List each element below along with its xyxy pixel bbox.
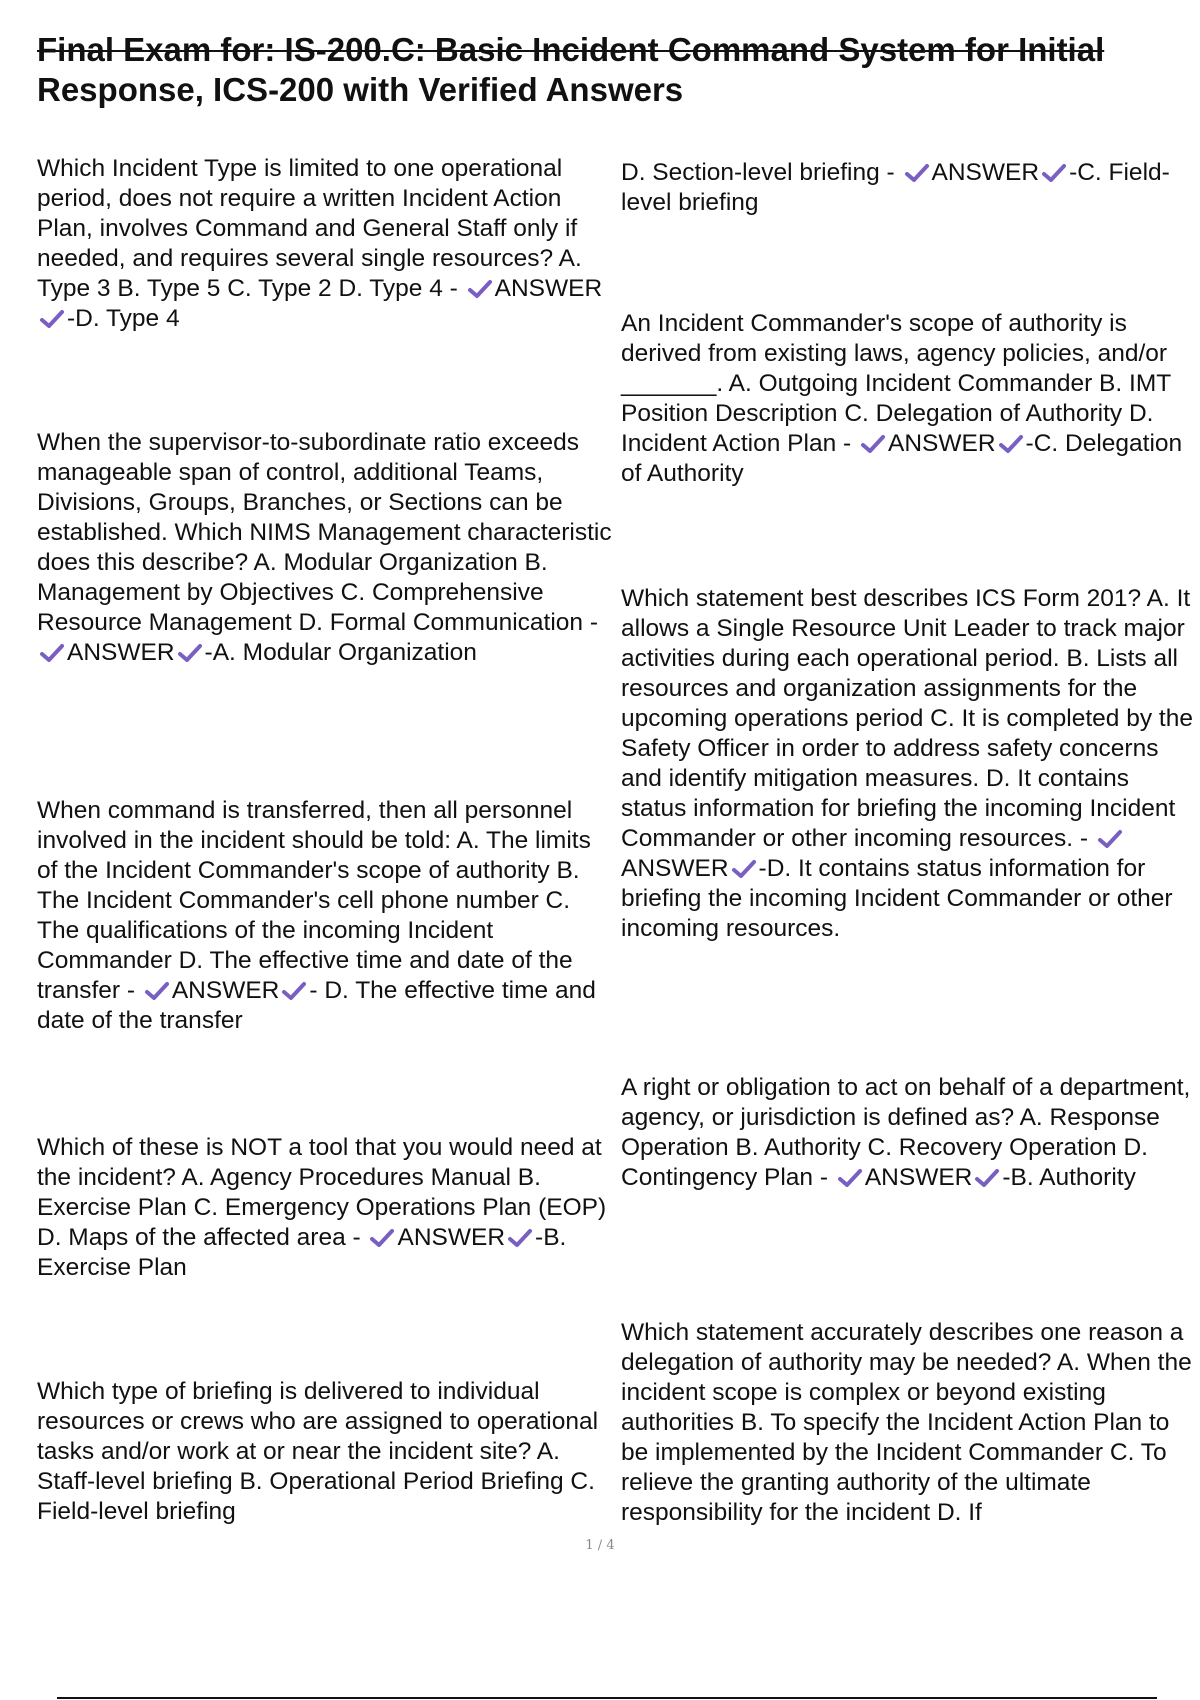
- answer-label: ANSWER: [864, 1164, 973, 1191]
- question-text: Which type of briefing is delivered to individual resources or crews who are assigned to operational tasks and/or work at or near the incident site? A. Staff-level briefing B. Operational Period Briefing C. Field-level briefing: [37, 1378, 599, 1525]
- answer-label: ANSWER: [67, 639, 175, 666]
- question-text: An Incident Commander's scope of authority is derived from existing laws, agency policies, and/or _______. A. Outgoing Incident Commander B. IMT Position Description C. Delegation of Authority D. Incident Action Plan -: [621, 310, 1171, 457]
- checkmark-icon: [281, 981, 307, 1001]
- checkmark-icon: [177, 643, 203, 663]
- question-text: A right or obligation to act on behalf of a department, agency, or jurisdiction is defined as? A. Response Operation B. Authority C. Recovery Operation D. Contingency Plan -: [621, 1074, 1191, 1191]
- question-text: Which statement accurately describes one reason a delegation of authority may be needed? A. When the incident scope is complex or beyond existing authorities B. To specify the Incident Action Plan to be implemented by the Incident Commander C. To relieve the granting authority of the ultimate responsibility for the incident D. If: [621, 1319, 1192, 1526]
- answer-text: -D. It contains status information for briefing the incoming Incident Commander or other incoming resources.: [621, 855, 1173, 942]
- answer-text: - D. The effective time and date of the transfer: [37, 977, 596, 1034]
- qa-item: [37, 796, 612, 1036]
- qa-item: [37, 1377, 612, 1527]
- answer-text: -C. Delegation of Authority: [621, 430, 1183, 487]
- qa-item: [621, 1073, 1196, 1193]
- checkmark-icon: [507, 1228, 533, 1248]
- page-number: 1 / 4: [585, 1538, 615, 1553]
- answer-label: ANSWER: [171, 977, 280, 1004]
- checkmark-icon: [1041, 163, 1067, 183]
- qa-item: [37, 428, 612, 668]
- checkmark-icon: [467, 279, 493, 299]
- answer-text: -B. Authority: [1002, 1164, 1136, 1191]
- checkmark-icon: [731, 859, 757, 879]
- question-text: When the supervisor-to-subordinate ratio exceeds manageable span of control, additional Teams, Divisions, Groups, Branches, or Sections can be established. Which NIMS Management characteristic does this describe? A. Modular Organization B. Management by Objectives C. Comprehensive Resource Management D. Formal Communication -: [37, 429, 612, 636]
- document-title-line-1: Final Exam for: IS-200.C: Basic Incident Command System for Initial: [37, 31, 1105, 68]
- question-text: Which of these is NOT a tool that you would need at the incident? A. Agency Procedures Manual B. Exercise Plan C. Emergency Operations Plan (EOP) D. Maps of the affected area -: [37, 1134, 607, 1251]
- checkmark-icon: [837, 1168, 863, 1188]
- question-text: Which statement best describes ICS Form 201? A. It allows a Single Resource Unit Leader to track major activities during each operational period. B. Lists all resources and organization assignments for the upcoming operations period C. It is completed by the Safety Officer in order to address safety concerns and identify mitigation measures. D. It contains status information for briefing the incoming Incident Commander or other incoming resources. -: [621, 585, 1193, 852]
- question-text: D. Section-level briefing -: [621, 159, 895, 186]
- checkmark-icon: [144, 981, 170, 1001]
- qa-item: [37, 154, 612, 334]
- qa-item: [621, 584, 1196, 944]
- qa-item: [621, 1318, 1196, 1528]
- question-text: Which Incident Type is limited to one operational period, does not require a written Incident Action Plan, involves Command and General Staff only if needed, and requires several single resources? A. Type 3 B. Type 5 C. Type 2 D. Type 4 -: [37, 155, 582, 302]
- answer-label: ANSWER: [887, 430, 996, 457]
- checkmark-icon: [904, 163, 930, 183]
- checkmark-icon: [1097, 829, 1123, 849]
- checkmark-icon: [39, 643, 65, 663]
- answer-label: ANSWER: [494, 275, 603, 302]
- question-text: When command is transferred, then all personnel involved in the incident should be told: A. The limits of the Incident Commander's scope of authority B. The Incident Commander's cell phone number C. The qualifications of the incoming Incident Commander D. The effective time and date of the transfer -: [37, 797, 591, 1004]
- document-title-line-2: Response, ICS-200 with Verified Answers: [37, 71, 684, 108]
- answer-label: ANSWER: [931, 159, 1040, 186]
- document-title: [37, 30, 1177, 110]
- checkmark-icon: [998, 434, 1024, 454]
- qa-item: [37, 1133, 612, 1283]
- answer-label: ANSWER: [397, 1224, 506, 1251]
- checkmark-icon: [974, 1168, 1000, 1188]
- answer-label: ANSWER: [621, 855, 729, 882]
- checkmark-icon: [369, 1228, 395, 1248]
- checkmark-icon: [39, 309, 65, 329]
- qa-item: [621, 309, 1196, 489]
- bottom-divider: [57, 1697, 1157, 1699]
- checkmark-icon: [860, 434, 886, 454]
- qa-item: [621, 158, 1196, 218]
- answer-text: -C. Field-level briefing: [621, 159, 1170, 216]
- answer-text: -B. Exercise Plan: [37, 1224, 567, 1281]
- answer-text: -D. Type 4: [67, 305, 180, 332]
- answer-text: -A. Modular Organization: [204, 639, 477, 666]
